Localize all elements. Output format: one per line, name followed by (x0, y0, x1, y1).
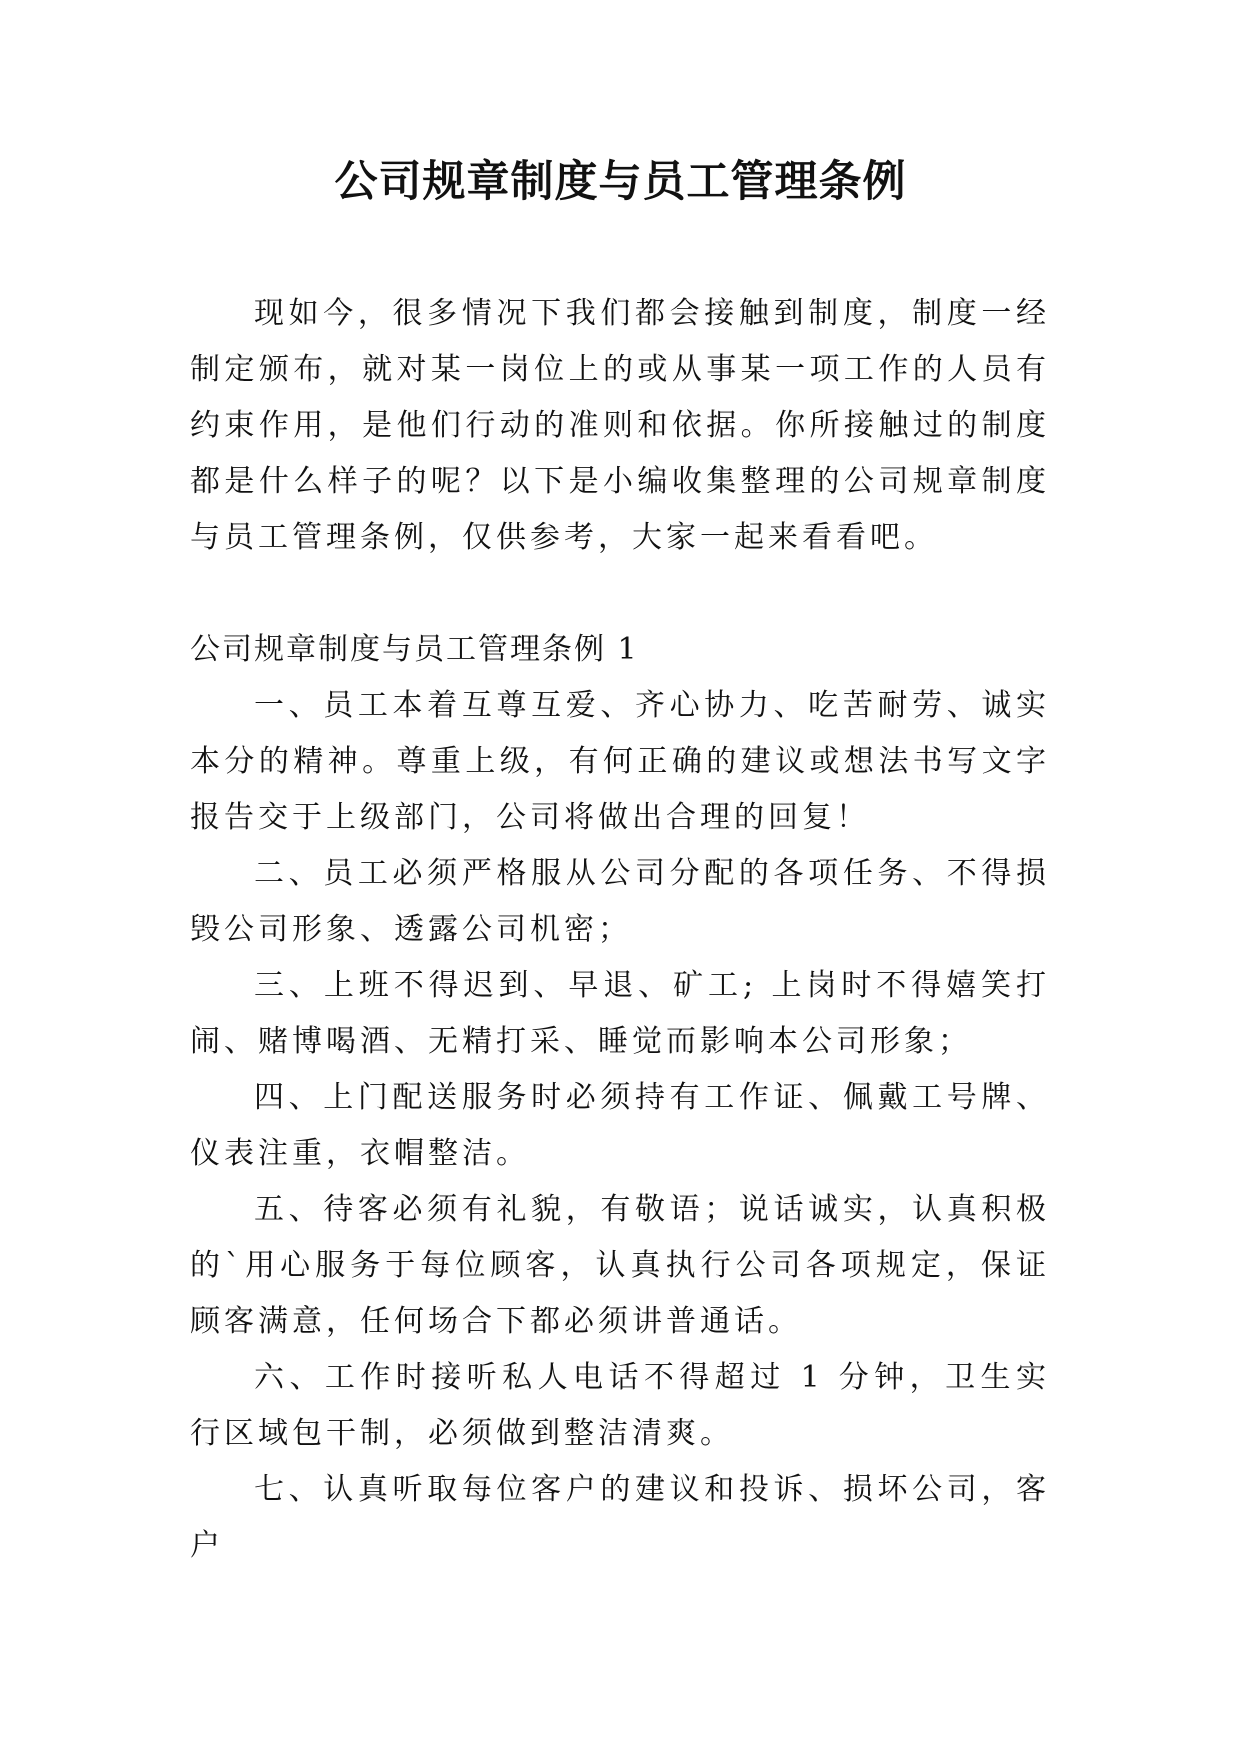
intro-paragraph: 现如今，很多情况下我们都会接触到制度，制度一经制定颁布，就对某一岗位上的或从事某一项工作的人员有约束作用，是他们行动的准则和依据。你所接触过的制度都是什么样子的呢？以下是小编收集整理的公司规章制度与员工管理条例，仅供参考，大家一起来看看吧。 (190, 296, 1050, 555)
rule-item-4: 四、上门配送服务时必须持有工作证、佩戴工号牌、仪表注重，衣帽整洁。 (190, 1080, 1050, 1171)
rule-item-6: 六、工作时接听私人电话不得超过 1 分钟，卫生实行区域包干制，必须做到整洁清爽。 (190, 1360, 1050, 1451)
document-body (190, 286, 1050, 1574)
section-heading: 公司规章制度与员工管理条例 1 (190, 632, 639, 667)
rule-item-7: 七、认真听取每位客户的建议和投诉、损坏公司，客户 (190, 1472, 1050, 1563)
rule-item-2: 二、员工必须严格服从公司分配的各项任务、不得损毁公司形象、透露公司机密； (190, 856, 1050, 947)
rule-item-1: 一、员工本着互尊互爱、齐心协力、吃苦耐劳、诚实本分的精神。尊重上级，有何正确的建议或想法书写文字报告交于上级部门，公司将做出合理的回复！ (190, 688, 1050, 835)
rule-item-5: 五、待客必须有礼貌，有敬语；说话诚实，认真积极的`用心服务于每位顾客，认真执行公司各项规定，保证顾客满意，任何场合下都必须讲普通话。 (190, 1192, 1050, 1339)
rule-item-3: 三、上班不得迟到、早退、矿工; 上岗时不得嬉笑打闹、赌博喝酒、无精打采、睡觉而影响本公司形象； (190, 968, 1050, 1059)
document-title: 公司规章制度与员工管理条例 (334, 157, 907, 207)
